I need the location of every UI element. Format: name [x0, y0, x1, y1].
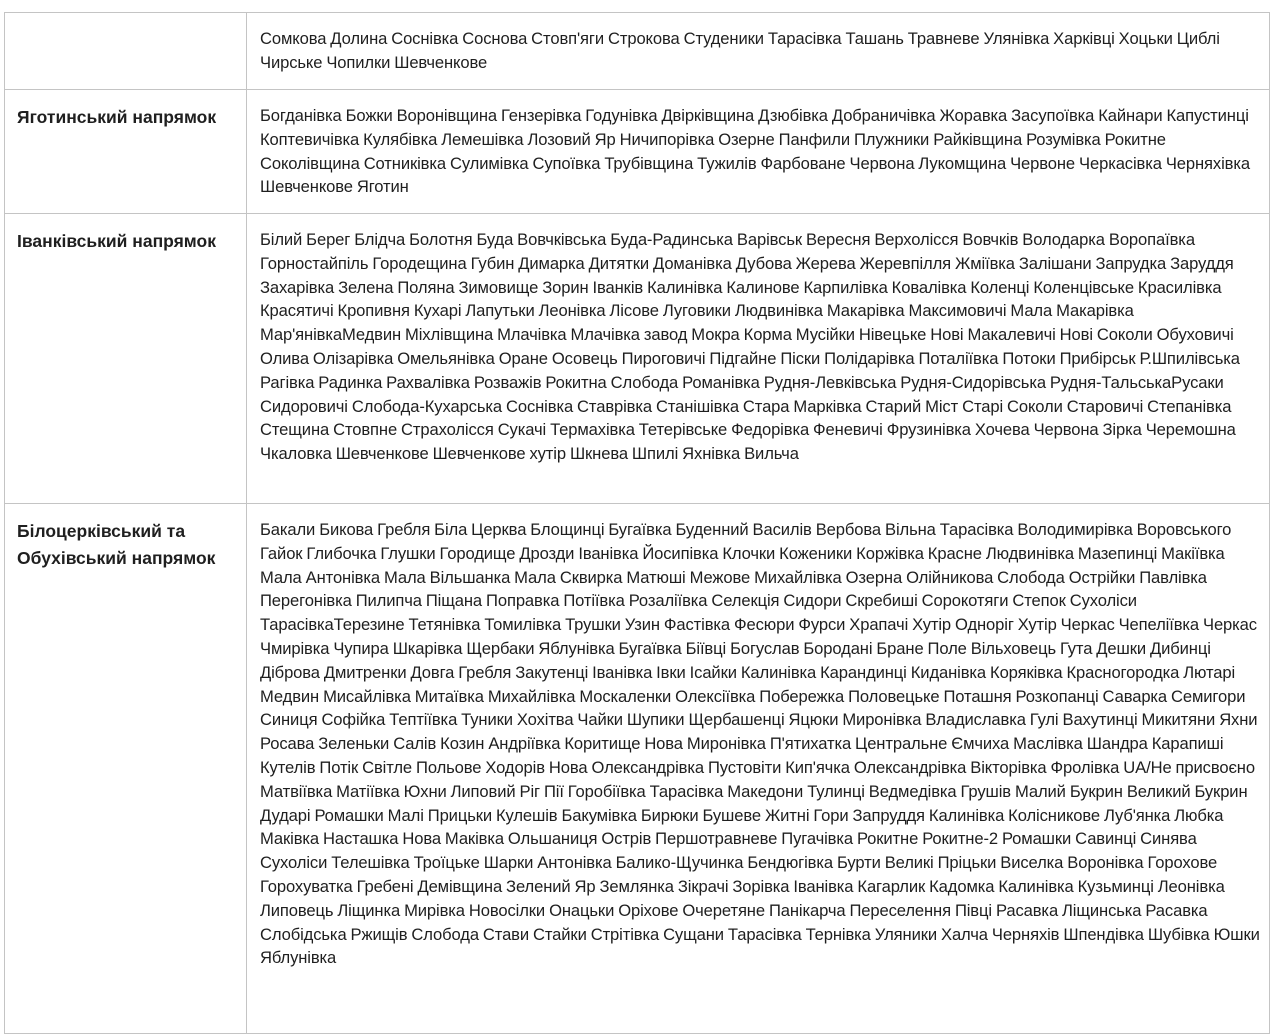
table-row	[5, 90, 1270, 214]
settlements-cell: Богданівка Божки Воронівщина Гензерівка Годунівка Двірківщина Дзюбівка Добраничівка Жоравка Засупоївка Кайнари Капустинці Коптевичівка Кулябівка Лемешівка Лозовий Яр Ничипорівка Озерне Панфили Плужники Райківщина Розумівка Рокитне Соколівщина Сотниківка Сулимівка Супоївка Трубівщина Тужилів Фарбоване Червона Лукомщина Червоне Черкасівка Черняхівка Шевченкове Яготин	[247, 90, 1270, 214]
table-row	[5, 13, 1270, 90]
settlements-cell: Бакали Бикова Гребля Біла Церква Блощинці Бугаївка Буденний Василів Вербова Вільна Тарасівка Володимирівка Воровського Гайок Глибочка Глушки Городище Дрозди Іванівка Йосипівка Клочки Коженики Коржівка Красне Людвинівка Мазепинці Макіївка Мала Антонівка Мала Вільшанка Мала Сквирка Матюші Межове Михайлівка Озерна Олійникова Слобода Острійки Павлівка Перегонівка Пилипча Піщана Поправка Потіївка Розаліївка Селекція Сидори Скребиші Сорокотяги Степок Сухоліси ТарасівкаТерезине Тетянівка Томилівка Трушки Узин Фастівка Фесюри Фурси Храпачі Хутір Одноріг Хутір Черкас Чепеліївка Черкас Чмирівка Чупира Шкарівка Щербаки Яблунівка Бугаївка Біївці Богуслав Бородані Бране Поле Вільховець Гута Дешки Дибинці Діброва Дмитренки Довга Гребля Закутенці Іванівка Івки Ісайки Калинівка Карандинці Киданівка Коряківка Красногородка Лютарі Медвин Мисайлівка Митаївка Михайлівка Москаленки Олексіївка Побережка Половецьке Поташня Розкопанці Саварка Семигори Синиця Софійка Тептіївка Туники Хохітва Чайки Шупики Щербашенці Яцюки Миронівка Владиславка Гулі Вахутинці Микитяни Яхни Росава Зеленьки Салів Козин Андріївка Коритище Нова Миронівка П'ятихатка Центральне Ємчиха Маслівка Шандра Карапиші Кутелів Потік Світле Польове Ходорів Нова Олександрівка Пустовіти Кип'ячка Олександрівка Вікторівка Фролівка UA/Не присвоєно Матвіївка Матіївка Юхни Липовий Ріг Пії Горобіївка Тарасівка Македони Тулинці Ведмедівка Грушів Малий Букрин Великий Букрин Дударі Ромашки Малі Прицьки Кулешів Бакумівка Бирюки Бушеве Житні Гори Запруддя Калинівка Колісникове Луб'янка Любка Маківка Насташка Нова Маківка Ольшаниця Острів Першотравневе Пугачівка Рокитне Рокитне-2 Ромашки Савинці Синява Сухоліси Телешівка Троїцьке Шарки Антонівка Балико-Щучинка Бендюгівка Бурти Великі Пріцьки Виселка Воронівка Горохове Горохуватка Гребені Демівщина Зелений Яр Землянка Зікрачі Зорівка Іванівка Кагарлик Кадомка Калинівка Кузьминці Леонівка Липовець Ліщинка Мирівка Новосілки Онацьки Оріхове Очеретяне Панікарча Переселення Півці Расавка Ліщинська Расавка Слобідська Ржищів Слобода Стави Стайки Стрітівка Сущани Тарасівка Тернівка Уляники Халча Черняхів Шпендівка Шубівка Юшки Яблунівка	[247, 504, 1270, 1034]
direction-cell: Іванківський напрямок	[5, 214, 247, 504]
settlements-cell: Сомкова Долина Соснівка Соснова Стовп'яги Строкова Студеники Тарасівка Ташань Травневе Улянівка Харківці Хоцьки Циблі Чирське Чопилки Шевченкове	[247, 13, 1270, 90]
directions-table	[4, 12, 1270, 1034]
direction-cell: Яготинський напрямок	[5, 90, 247, 214]
direction-cell: Білоцерківський та Обухівський напрямок	[5, 504, 247, 1034]
table-row	[5, 214, 1270, 504]
direction-cell	[5, 13, 247, 90]
table-row	[5, 504, 1270, 1034]
settlements-cell: Білий Берег Блідча Болотня Буда Вовчківська Буда-Радинська Варівськ Вересня Верхолісся Вовчків Володарка Воропаївка Горностайпіль Городещина Губин Димарка Дитятки Доманівка Дубова Жерева Жеревпілля Жміївка Залішани Запрудка Заруддя Захарівка Зелена Поляна Зимовище Зорин Іванків Калинівка Калинове Карпилівка Ковалівка Коленці Коленцівське Красилівка Красятичі Кропивня Кухарі Лапутьки Леонівка Лісове Луговики Людвинівка Макарівка Максимовичі Мала Макарівка Мар'янівкаМедвин Міхлівщина Млачівка Млачівка завод Мокра Корма Мусійки Нівецьке Нові Макалевичі Нові Соколи Обуховичі Олива Олізарівка Омельянівка Оране Осовець Пироговичі Підгайне Піски Полідарівка Поталіївка Потоки Прибірськ Р.Шпилівська Рагівка Радинка Рахвалівка Розважів Рокитна Слобода Романівка Рудня-Левківська Рудня-Сидорівська Рудня-ТальськаРусаки Сидоровичі Слобода-Кухарська Соснівка Ставрівка Станішівка Стара Марківка Старий Міст Старі Соколи Старовичі Степанівка Стещина Стовпне Страхолісся Сукачі Термахівка Тетерівське Федорівка Феневичі Фрузинівка Хочева Червона Зірка Черемошна Чкаловка Шевченкове Шевченкове хутір Шкнева Шпилі Яхнівка Вильча	[247, 214, 1270, 504]
